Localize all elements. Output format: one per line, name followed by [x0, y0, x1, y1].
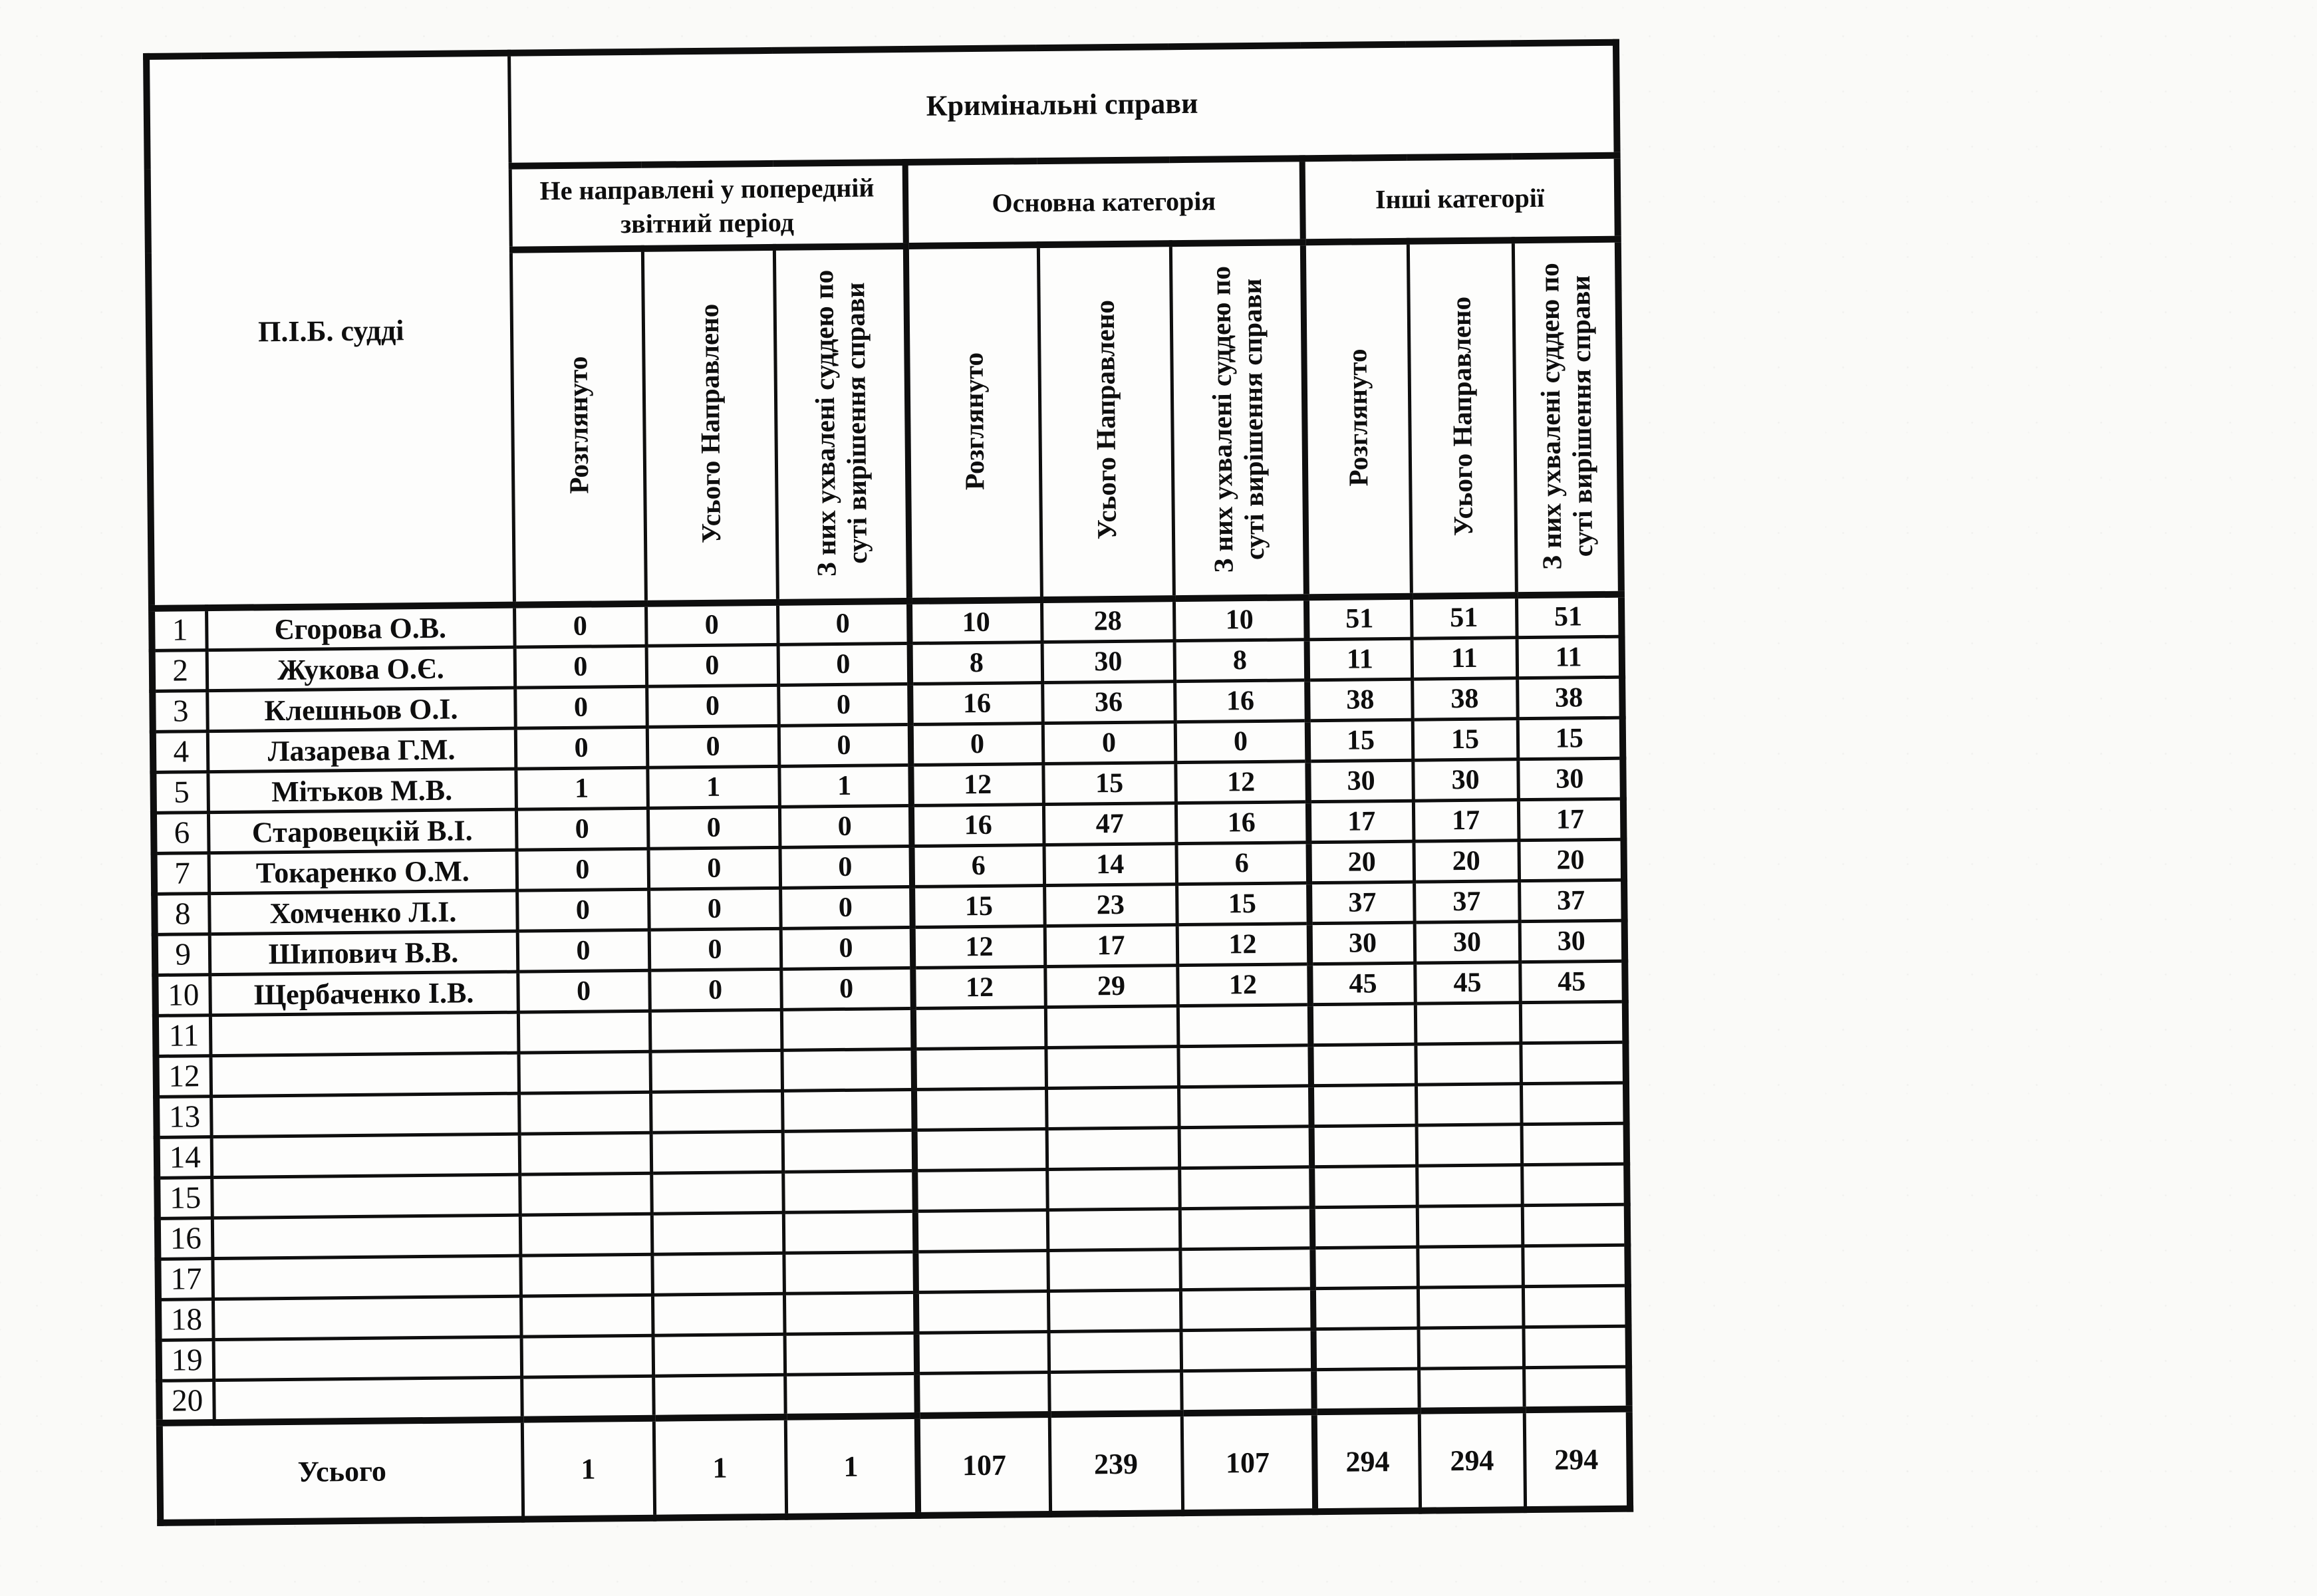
value-cell: 14: [1044, 844, 1177, 886]
value-cell: [1311, 1125, 1417, 1167]
value-cell: [781, 1049, 914, 1091]
value-cell: 12: [910, 764, 1043, 806]
row-number-cell: 13: [156, 1097, 211, 1138]
value-cell: 0: [779, 805, 912, 847]
value-cell: 6: [912, 845, 1045, 887]
value-cell: 51: [1516, 595, 1622, 638]
value-cell: 45: [1415, 962, 1520, 1004]
value-cell: [1178, 1005, 1311, 1047]
totals-value-cell: 294: [1314, 1411, 1420, 1512]
value-cell: 17: [1308, 801, 1414, 843]
value-cell: [519, 1132, 652, 1174]
value-cell: [521, 1335, 654, 1377]
row-number-cell: 9: [155, 934, 210, 976]
row-number-cell: 10: [155, 975, 210, 1016]
sub-header-decided-on-merits: [774, 246, 909, 602]
value-cell: 11: [1412, 638, 1518, 680]
totals-value-cell: 294: [1524, 1409, 1630, 1510]
value-cell: [520, 1254, 652, 1296]
value-cell: 16: [911, 805, 1044, 847]
row-number-cell: 19: [159, 1340, 214, 1381]
group-header-not-sent-previous-period: Не направлені у попередній звітний період: [510, 162, 906, 250]
value-cell: 16: [1176, 802, 1309, 844]
value-cell: [1180, 1289, 1313, 1331]
sub-header-considered: [511, 249, 646, 605]
value-cell: 38: [1412, 678, 1518, 720]
value-cell: [914, 1170, 1047, 1212]
value-cell: [1313, 1287, 1419, 1329]
row-number-cell: 12: [156, 1056, 211, 1097]
judge-name-cell: [210, 1012, 519, 1055]
value-cell: 45: [1309, 963, 1415, 1005]
value-cell: [783, 1211, 916, 1253]
value-cell: [783, 1252, 916, 1293]
sub-header-considered: [1303, 241, 1411, 597]
value-cell: 36: [1042, 682, 1175, 724]
value-cell: 0: [647, 726, 779, 767]
value-cell: [521, 1376, 654, 1419]
value-cell: [1520, 1042, 1626, 1084]
value-cell: [1181, 1329, 1314, 1371]
value-cell: [1045, 1006, 1178, 1048]
totals-value-cell: 107: [917, 1414, 1050, 1516]
value-cell: [1522, 1245, 1628, 1287]
value-cell: [782, 1089, 914, 1131]
sub-header-total-sent: [642, 247, 777, 604]
value-cell: [650, 1050, 782, 1092]
judge-name-cell: Єгорова О.В.: [206, 605, 515, 650]
judge-name-cell: Мітьков М.В.: [207, 769, 516, 812]
value-cell: 17: [1518, 799, 1624, 841]
value-cell: [915, 1210, 1048, 1252]
value-cell: [1047, 1168, 1180, 1210]
judge-name-cell: [213, 1296, 521, 1339]
value-cell: [1419, 1327, 1524, 1369]
value-cell: [651, 1131, 783, 1173]
value-cell: [784, 1292, 916, 1334]
judge-name-cell: [213, 1337, 522, 1380]
totals-value-cell: 107: [1182, 1412, 1315, 1513]
value-cell: [520, 1214, 652, 1256]
sub-header-label: З них ухвалені суддею по суті вирішення справи: [808, 269, 873, 577]
value-cell: 8: [1174, 640, 1307, 682]
value-cell: [1520, 1001, 1626, 1043]
value-cell: 20: [1308, 841, 1414, 883]
sub-header-label: Усього Направлено: [1445, 297, 1478, 537]
value-cell: [653, 1375, 785, 1418]
value-cell: 8: [910, 642, 1043, 684]
value-cell: 12: [1177, 964, 1310, 1006]
row-number-cell: 16: [158, 1218, 213, 1260]
judge-name-cell: [212, 1256, 521, 1299]
value-cell: 0: [780, 846, 912, 888]
value-cell: [1047, 1250, 1180, 1291]
value-cell: 0: [649, 928, 781, 970]
value-cell: [1313, 1369, 1419, 1412]
value-cell: [1179, 1167, 1312, 1209]
judge-name-cell: Лазарева Г.М.: [207, 728, 516, 771]
value-cell: [1047, 1209, 1180, 1251]
value-cell: 38: [1307, 679, 1413, 721]
row-number-cell: 2: [152, 650, 207, 692]
row-number-cell: 20: [159, 1381, 214, 1423]
value-cell: [1523, 1285, 1629, 1327]
value-cell: 0: [517, 930, 650, 972]
row-number-cell: 17: [158, 1259, 213, 1300]
totals-label: Усього: [160, 1420, 523, 1523]
value-cell: 17: [1045, 925, 1178, 967]
value-cell: 28: [1041, 598, 1174, 642]
value-cell: [1521, 1083, 1627, 1125]
value-cell: [652, 1253, 784, 1295]
value-cell: 15: [912, 886, 1045, 928]
value-cell: 30: [1520, 920, 1625, 962]
sub-header-total-sent: [1408, 240, 1516, 596]
value-cell: 0: [646, 685, 779, 727]
value-cell: [1178, 1045, 1311, 1087]
sub-header-decided-on-merits: [1170, 242, 1306, 598]
table-title: Кримінальні справи: [509, 43, 1617, 166]
judge-name-cell: [211, 1134, 520, 1177]
value-cell: [1416, 1084, 1522, 1126]
totals-value-cell: 239: [1049, 1413, 1182, 1514]
value-cell: [1049, 1371, 1182, 1414]
value-cell: 37: [1309, 882, 1415, 924]
value-cell: 15: [1413, 719, 1518, 761]
judge-name-cell: Щербаченко І.В.: [209, 972, 518, 1015]
value-cell: 30: [1413, 759, 1518, 801]
row-number-cell: 6: [154, 813, 209, 854]
row-number-cell: 15: [157, 1178, 212, 1219]
value-cell: [1417, 1246, 1523, 1288]
judge-name-cell: Старовецкій В.І.: [208, 809, 517, 853]
value-cell: 15: [1518, 718, 1623, 759]
value-cell: [1310, 1044, 1416, 1086]
sub-header-decided-on-merits: [1513, 239, 1621, 595]
totals-value-cell: 1: [785, 1416, 918, 1517]
row-number-cell: 14: [157, 1137, 212, 1178]
value-cell: 30: [1042, 641, 1175, 683]
value-cell: [650, 1009, 782, 1051]
value-cell: [785, 1373, 917, 1416]
totals-value-cell: 1: [522, 1418, 654, 1520]
value-cell: [1522, 1164, 1627, 1206]
value-cell: 30: [1307, 760, 1413, 802]
group-header-main-category: Основна категорія: [905, 158, 1303, 246]
value-cell: [1415, 1043, 1521, 1085]
row-number-cell: 5: [153, 772, 208, 813]
value-cell: 45: [1520, 961, 1625, 1003]
value-cell: [1311, 1085, 1417, 1127]
value-cell: 51: [1306, 597, 1412, 640]
value-cell: [1419, 1368, 1524, 1411]
value-cell: 20: [1518, 839, 1624, 881]
value-cell: 1: [779, 765, 911, 807]
sub-header-considered: [906, 245, 1041, 601]
value-cell: 51: [1411, 595, 1517, 638]
value-cell: [1522, 1123, 1627, 1165]
row-number-cell: 11: [156, 1015, 211, 1057]
value-cell: [1312, 1206, 1418, 1248]
value-cell: [1417, 1165, 1522, 1207]
value-cell: [650, 1091, 783, 1132]
value-cell: [518, 1051, 650, 1093]
judge-name-cell: Клешньов О.І.: [207, 688, 515, 731]
value-cell: 11: [1517, 636, 1623, 678]
group-header-other-categories: Інші категорії: [1302, 156, 1618, 243]
value-cell: 12: [1175, 761, 1308, 803]
value-cell: 17: [1413, 800, 1519, 842]
value-cell: 20: [1413, 841, 1519, 882]
value-cell: 0: [646, 644, 779, 686]
value-cell: [914, 1089, 1047, 1130]
value-cell: 38: [1517, 677, 1623, 719]
judge-name-cell: Токаренко О.М.: [209, 850, 517, 893]
totals-row: [160, 1409, 1630, 1523]
row-number-cell: 18: [158, 1299, 213, 1341]
judges-column-header: П.І.Б. судді: [146, 53, 514, 608]
value-cell: 1: [515, 767, 648, 809]
value-cell: [1179, 1127, 1312, 1168]
value-cell: [916, 1291, 1049, 1333]
value-cell: [518, 1011, 650, 1053]
value-cell: 0: [778, 684, 910, 726]
value-cell: 0: [515, 727, 648, 769]
value-cell: 0: [781, 968, 913, 1009]
value-cell: 0: [517, 849, 649, 890]
value-cell: 12: [1177, 924, 1310, 966]
value-cell: 0: [648, 888, 781, 930]
value-cell: 0: [517, 970, 650, 1012]
sub-header-label: Розглянуто: [958, 352, 990, 491]
value-cell: [914, 1129, 1047, 1171]
value-cell: 23: [1044, 884, 1177, 926]
judge-name-cell: [213, 1377, 522, 1422]
value-cell: [1178, 1086, 1311, 1128]
row-number-cell: 7: [154, 853, 209, 894]
value-cell: [785, 1333, 917, 1375]
value-cell: 15: [1176, 883, 1309, 925]
sub-header-label: Розглянуто: [1341, 348, 1373, 487]
value-cell: [1522, 1204, 1628, 1246]
sub-header-label: З них ухвалені суддею по суті вирішення справи: [1534, 262, 1599, 570]
report-sheet: [143, 39, 1633, 1526]
sub-header-total-sent: [1038, 243, 1174, 600]
sub-header-label: З них ухвалені суддею по суті вирішення справи: [1204, 265, 1270, 573]
value-cell: [653, 1334, 785, 1376]
value-cell: [652, 1293, 785, 1335]
value-cell: [783, 1130, 915, 1172]
value-cell: 10: [909, 600, 1042, 643]
judge-name-cell: Жукова О.Є.: [207, 647, 515, 690]
value-cell: 30: [1415, 922, 1520, 964]
judge-name-cell: Хомченко Л.І.: [209, 890, 517, 934]
value-cell: 0: [516, 808, 648, 850]
value-cell: [652, 1212, 784, 1254]
judge-name-cell: [211, 1093, 519, 1136]
value-cell: [521, 1295, 653, 1337]
value-cell: [1313, 1328, 1419, 1370]
judge-name-cell: [210, 1053, 519, 1096]
value-cell: [1046, 1087, 1179, 1129]
title-row: [146, 43, 1617, 170]
value-cell: [519, 1173, 652, 1215]
judge-name-cell: [211, 1174, 520, 1218]
value-cell: [913, 1048, 1046, 1090]
value-cell: [915, 1251, 1048, 1293]
value-cell: [913, 1007, 1046, 1049]
value-cell: [1417, 1125, 1522, 1166]
value-cell: [1180, 1208, 1313, 1250]
value-cell: 11: [1307, 638, 1413, 680]
value-cell: 0: [517, 889, 649, 931]
value-cell: 30: [1518, 758, 1623, 800]
value-cell: [1180, 1248, 1313, 1290]
totals-value-cell: 294: [1419, 1410, 1525, 1511]
row-number-cell: 1: [152, 608, 207, 650]
value-cell: 1: [647, 766, 779, 808]
totals-value-cell: 1: [654, 1417, 786, 1518]
value-cell: 0: [515, 686, 647, 728]
value-cell: 0: [1043, 722, 1176, 764]
value-cell: [1048, 1290, 1181, 1332]
value-cell: [1049, 1331, 1182, 1373]
value-cell: 29: [1045, 966, 1178, 1007]
judge-name-cell: Шипович В.В.: [209, 931, 518, 974]
value-cell: [1417, 1206, 1523, 1248]
value-cell: 0: [648, 847, 781, 889]
value-cell: [1312, 1247, 1418, 1289]
value-cell: [519, 1092, 651, 1134]
value-cell: 37: [1519, 880, 1625, 922]
row-number-cell: 8: [154, 894, 209, 935]
value-cell: 0: [781, 927, 913, 969]
value-cell: 6: [1176, 843, 1309, 884]
value-cell: [916, 1332, 1049, 1374]
value-cell: 37: [1414, 881, 1520, 923]
value-cell: 16: [1174, 680, 1307, 722]
value-cell: 0: [515, 646, 647, 688]
value-cell: 12: [912, 967, 1045, 1009]
value-cell: [1311, 1166, 1417, 1208]
criminal-cases-table: [143, 39, 1633, 1526]
value-cell: 0: [646, 602, 778, 646]
value-cell: 15: [1043, 763, 1176, 805]
value-cell: [1418, 1287, 1524, 1329]
row-number-cell: 4: [153, 732, 208, 773]
value-cell: 0: [1175, 721, 1308, 763]
value-cell: 12: [912, 926, 1045, 968]
value-cell: [1415, 1003, 1521, 1045]
value-cell: 0: [514, 604, 646, 647]
value-cell: [781, 1008, 914, 1050]
value-cell: [1524, 1326, 1629, 1368]
value-cell: 0: [778, 643, 910, 685]
value-cell: [1181, 1370, 1314, 1413]
value-cell: [783, 1170, 915, 1212]
value-cell: [651, 1172, 783, 1214]
value-cell: [1310, 1003, 1416, 1045]
value-cell: 0: [648, 807, 780, 849]
value-cell: 0: [910, 724, 1043, 765]
value-cell: [1524, 1367, 1629, 1410]
value-cell: 10: [1174, 597, 1307, 640]
sub-header-label: Розглянуто: [562, 356, 595, 494]
value-cell: 16: [910, 683, 1043, 725]
value-cell: 0: [777, 601, 910, 644]
value-cell: 0: [780, 886, 912, 928]
value-cell: 0: [649, 969, 781, 1011]
sub-header-label: Усього Направлено: [1089, 300, 1123, 540]
value-cell: 15: [1307, 720, 1413, 761]
row-number-cell: 3: [152, 691, 207, 732]
judge-name-cell: [212, 1215, 521, 1258]
sub-header-label: Усього Направлено: [693, 304, 726, 544]
value-cell: [1047, 1128, 1180, 1170]
value-cell: 47: [1043, 803, 1176, 845]
value-cell: [916, 1373, 1049, 1416]
value-cell: 0: [779, 724, 911, 766]
value-cell: 30: [1309, 922, 1415, 964]
value-cell: [1045, 1047, 1178, 1089]
